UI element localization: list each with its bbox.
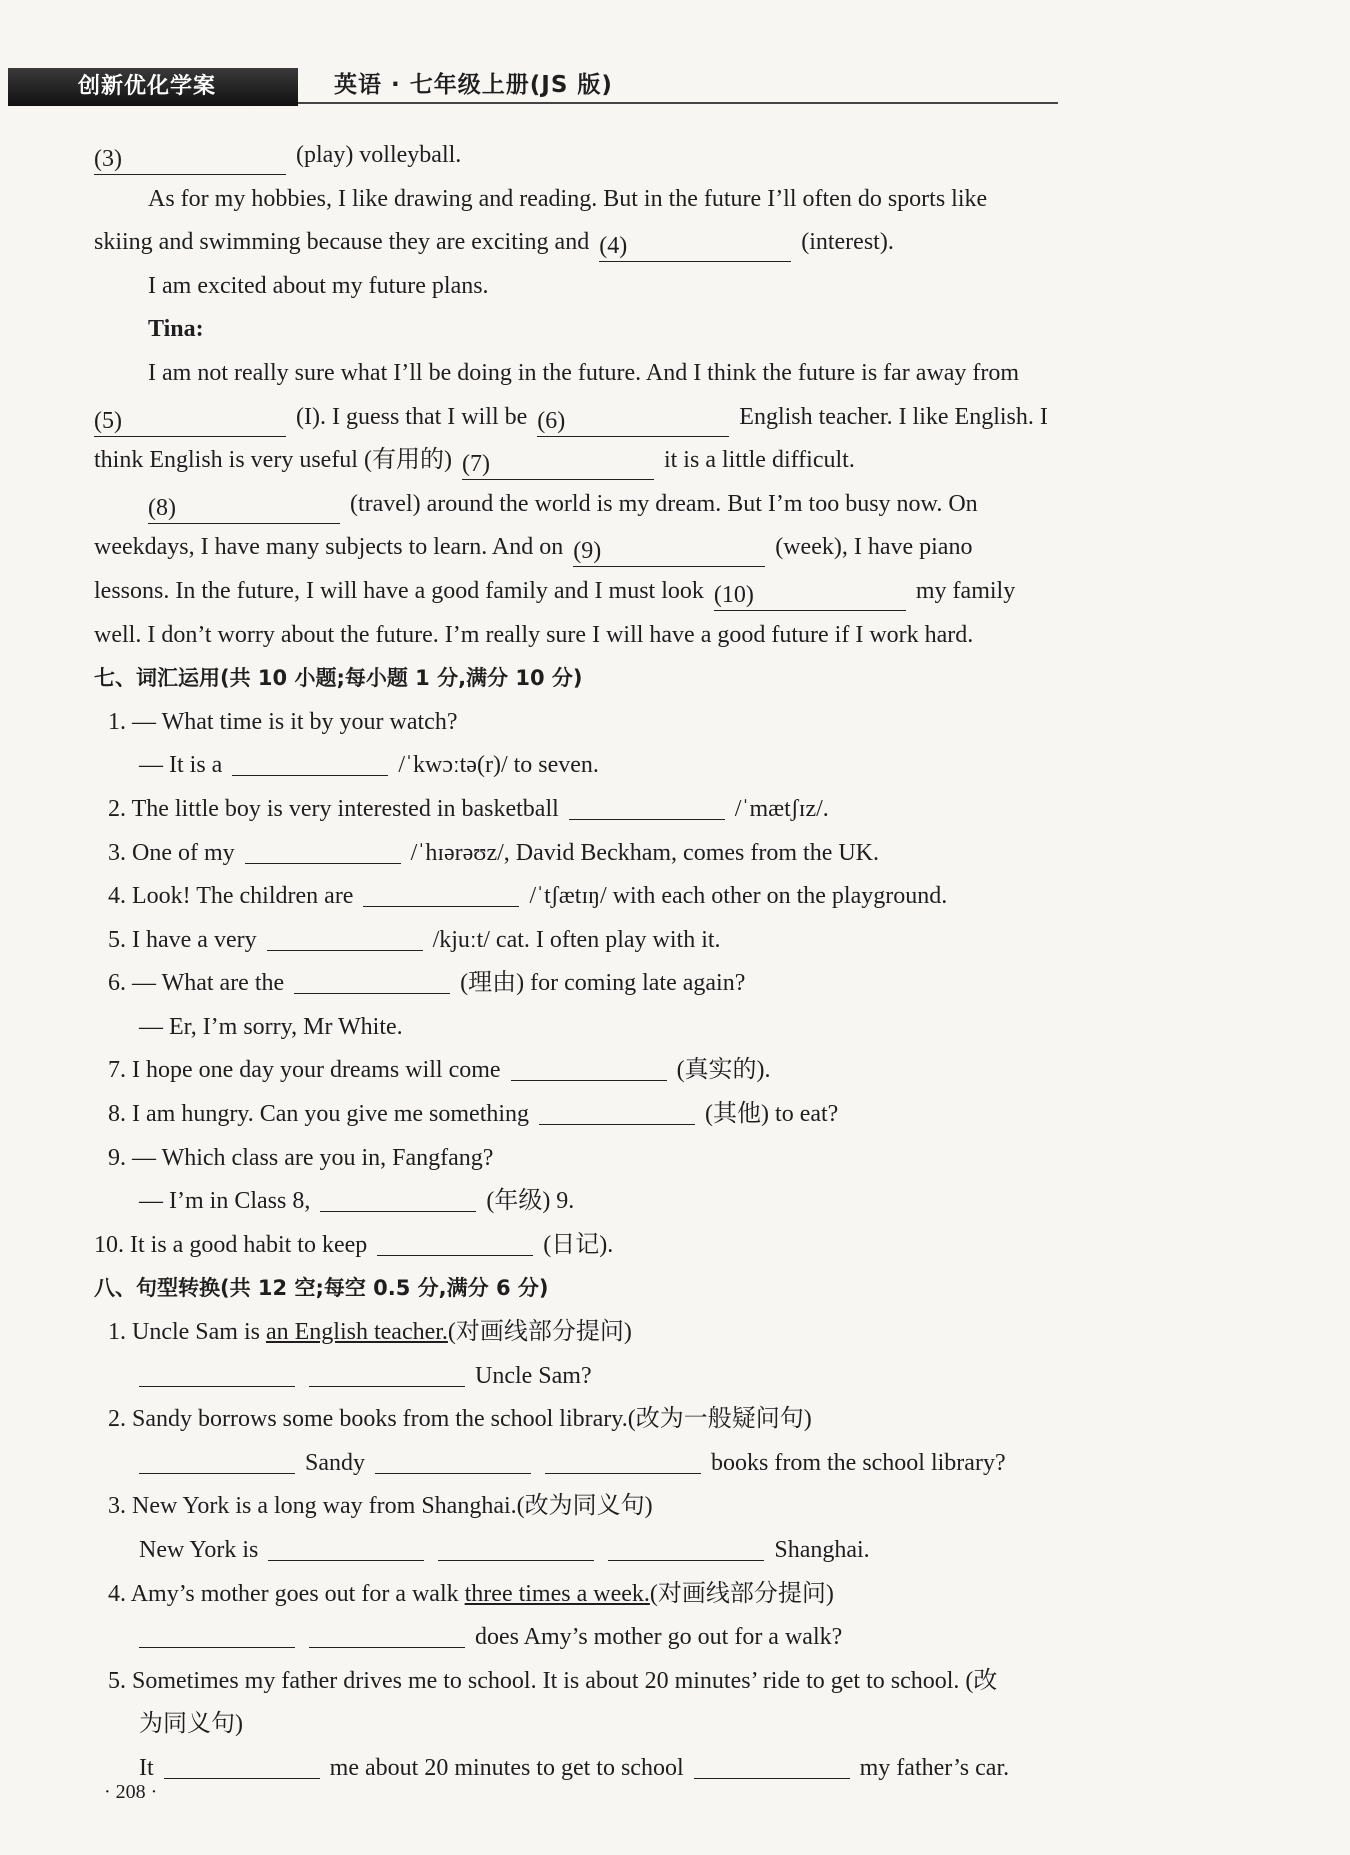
answer-blank[interactable] (164, 1752, 320, 1779)
question-8-5-answer: It me about 20 minutes to get to school my father’s car. (94, 1747, 1194, 1791)
answer-blank[interactable] (545, 1447, 701, 1474)
book-title: 英语 · 七年级上册(JS 版) (334, 72, 613, 98)
answer-blank[interactable] (539, 1098, 695, 1125)
blank-8[interactable]: (8) (148, 493, 340, 524)
passage-line: think English is very useful (有用的) (7) it is a little difficult. (94, 439, 1194, 483)
speaker-name: Tina: (148, 316, 204, 343)
passage-line: (3) (play) volleyball. (94, 134, 1194, 178)
answer-blank[interactable] (139, 1447, 295, 1474)
header-rule (298, 102, 1058, 104)
answer-blank[interactable] (377, 1229, 533, 1256)
question-7-6-reply: — Er, I’m sorry, Mr White. (139, 1013, 403, 1040)
answer-blank[interactable] (139, 1621, 295, 1648)
answer-blank[interactable] (309, 1360, 465, 1387)
passage-line: As for my hobbies, I like drawing and reading. But in the future I’ll often do sports like (148, 185, 988, 212)
question-7-7: 7. I hope one day your dreams will come (真实的). (94, 1049, 1194, 1093)
answer-blank[interactable] (294, 967, 450, 994)
question-7-8: 8. I am hungry. Can you give me something (其他) to eat? (94, 1093, 1194, 1137)
question-8-1-answer: Uncle Sam? (94, 1355, 1194, 1399)
series-logo: 创新优化学案 (8, 68, 298, 106)
question-8-4: 4. Amy’s mother goes out for a walk three times a week.(对画线部分提问) (108, 1580, 834, 1607)
passage-line: well. I don’t worry about the future. I’m really sure I will have a good future if I work hard. (94, 621, 974, 648)
question-7-10: 10. It is a good habit to keep (日记). (94, 1224, 1194, 1268)
question-8-3: 3. New York is a long way from Shanghai.(改为同义句) (108, 1493, 653, 1520)
question-8-2-answer: Sandy books from the school library? (94, 1442, 1194, 1486)
passage-line: (8) (travel) around the world is my dream. But I’m too busy now. On (94, 483, 1194, 527)
blank-9[interactable]: (9) (573, 536, 765, 567)
question-7-1-answer: — It is a /ˈkwɔːtə(r)/ to seven. (94, 744, 1194, 788)
question-7-9: 9. — Which class are you in, Fangfang? (108, 1144, 494, 1171)
answer-blank[interactable] (608, 1534, 764, 1561)
passage-line: skiing and swimming because they are exciting and (4) (interest). (94, 221, 1194, 265)
answer-blank[interactable] (438, 1534, 594, 1561)
question-8-4-answer: does Amy’s mother go out for a walk? (94, 1616, 1194, 1660)
question-7-1: 1. — What time is it by your watch? (108, 708, 458, 735)
answer-blank[interactable] (232, 749, 388, 776)
passage-line: (5) (I). I guess that I will be (6) English teacher. I like English. I (94, 396, 1194, 440)
blank-7[interactable]: (7) (462, 449, 654, 480)
question-8-1: 1. Uncle Sam is an English teacher.(对画线部分提问) (108, 1319, 632, 1346)
question-7-2: 2. The little boy is very interested in basketball /ˈmætʃɪz/. (94, 788, 1194, 832)
blank-3[interactable]: (3) (94, 144, 286, 175)
question-7-5: 5. I have a very /kjuːt/ cat. I often play with it. (94, 919, 1194, 963)
question-7-9-answer: — I’m in Class 8, (年级) 9. (94, 1180, 1194, 1224)
answer-blank[interactable] (694, 1752, 850, 1779)
answer-blank[interactable] (569, 793, 725, 820)
answer-blank[interactable] (363, 880, 519, 907)
blank-6[interactable]: (6) (537, 406, 729, 437)
answer-blank[interactable] (320, 1185, 476, 1212)
page-number: · 208 · (104, 1781, 158, 1803)
question-7-6: 6. — What are the (理由) for coming late again? (94, 962, 1194, 1006)
blank-10[interactable]: (10) (714, 580, 906, 611)
question-8-3-answer: New York is Shanghai. (94, 1529, 1194, 1573)
question-8-2: 2. Sandy borrows some books from the school library.(改为一般疑问句) (108, 1406, 812, 1433)
question-7-4: 4. Look! The children are /ˈtʃætɪŋ/ with each other on the playground. (94, 875, 1194, 919)
answer-blank[interactable] (511, 1054, 667, 1081)
blank-5[interactable]: (5) (94, 406, 286, 437)
passage-line: weekdays, I have many subjects to learn. And on (9) (week), I have piano (94, 526, 1194, 570)
passage-line: lessons. In the future, I will have a good family and I must look (10) my family (94, 570, 1194, 614)
passage-line: I am not really sure what I’ll be doing in the future. And I think the future is far away from (148, 359, 1020, 386)
question-7-3: 3. One of my /ˈhɪərəʊz/, David Beckham, comes from the UK. (94, 832, 1194, 876)
answer-blank[interactable] (245, 837, 401, 864)
answer-blank[interactable] (375, 1447, 531, 1474)
page-content (94, 134, 1194, 1791)
section-8-title: 八、句型转换(共 12 空;每空 0.5 分,满分 6 分) (94, 1276, 549, 1301)
question-8-5-instruction: 为同义句) (139, 1711, 243, 1738)
answer-blank[interactable] (268, 1534, 424, 1561)
page-header (8, 62, 1348, 106)
answer-blank[interactable] (267, 924, 423, 951)
answer-blank[interactable] (139, 1360, 295, 1387)
blank-4[interactable]: (4) (599, 231, 791, 262)
answer-blank[interactable] (309, 1621, 465, 1648)
passage-line: I am excited about my future plans. (148, 272, 489, 299)
section-7-title: 七、词汇运用(共 10 小题;每小题 1 分,满分 10 分) (94, 666, 583, 691)
question-8-5: 5. Sometimes my father drives me to school. It is about 20 minutes’ ride to get to school. (改 (108, 1667, 998, 1694)
